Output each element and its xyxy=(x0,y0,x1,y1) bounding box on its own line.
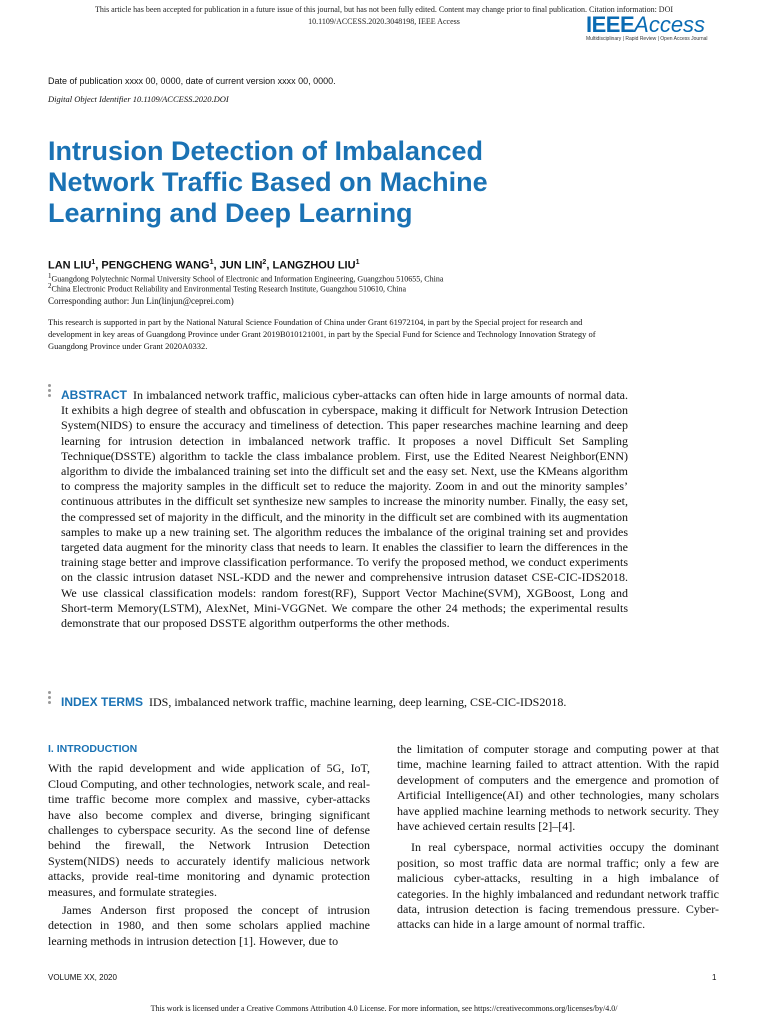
author-affiliation-mark: 1 xyxy=(355,259,360,266)
right-column xyxy=(397,742,719,933)
index-terms-dots-icon xyxy=(48,691,52,706)
abstract-dots-icon xyxy=(48,384,52,399)
affiliation-mark: 1 xyxy=(48,272,52,280)
index-terms-text: IDS, imbalanced network traffic, machine learning, deep learning, CSE-CIC-IDS2018. xyxy=(149,695,567,709)
index-terms-block xyxy=(61,695,628,710)
paragraph: James Anderson first proposed the concept of intrusion detection in 1980, and then some scholars applied machine learning methods in intrusion detection [1]. However, due to xyxy=(48,903,370,948)
paragraph: In real cyberspace, normal activities occupy the dominant position, so most traffic data are normal traffic; only a few are malicious cyber-attacks, resulting in a high imbalance of categories. In the highly imbalanced and redundant network traffic data, intrusion detection is facing tremendous pressure. Cyber-attacks can hide in a large amount of normal traffic. xyxy=(397,840,719,932)
abstract-label: ABSTRACT xyxy=(61,388,127,402)
author-affiliation-mark: 1 xyxy=(209,259,214,266)
abstract-text: In imbalanced network traffic, malicious cyber-attacks can often hide in large amounts of normal data. It exhibits a high degree of stealth and obfuscation in cyberspace, making it difficult for Network Intrusion Detection System(NIDS) to ensure the accuracy and timeliness of detection. This paper researches machine learning and deep learning for intrusion detection in imbalanced network traffic. It proposes a novel Difficult Set Sampling Technique(DSSTE) algorithm to tackle the class imbalance problem. First, use the Edited Nearest Neighbor(ENN) algorithm to divide the imbalanced training set into the difficult set and the easy set. Next, use the KMeans algorithm to compress the majority samples in the difficult set to reduce the majority. Zoom in and out the minority samples’ continuous attributes in the difficult set synthesize new samples to increase the minority number. Finally, the easy set, the compressed set of majority in the difficult, and the minority in the difficult set are combined with its augmentation samples to make up a new training set. The algorithm reduces the imbalance of the original training set and provides targeted data augment for the minority class that needs to learn. It enables the classifier to learn the differences in the training stage better and improve classification performance. To verify the proposed method, we conduct experiments on the classic intrusion dataset NSL-KDD and the newer and comprehensive intrusion dataset CSE-CIC-IDS2018. We use classical classification models: random forest(RF), Support Vector Machine(SVM), XGBoost, Long and Short-term Memory(LSTM), AlexNet, Mini-VGGNet. We compare the other 24 methods; the experimental results demonstrate that our proposed DSSTE algorithm outperforms the other methods. xyxy=(61,388,628,631)
funding-note: This research is supported in part by the National Natural Science Foundation of China under Grant 61972104, in part by the Special project for research and development in key areas of Guangdong Province under Grant 2019B010121001, in part by the Special Fund for Science and Technology Innovation Strategy of Guangdong Province under Grant 2020A0332. xyxy=(48,317,596,351)
author-list: LAN LIU$^1$, PENGCHENG WANG$^1$, JUN LIN$^2$, LANGZHOU LIU$^1$ xyxy=(48,259,360,272)
author-name: PENGCHENG WANG xyxy=(101,259,210,272)
section-heading: I. INTRODUCTION xyxy=(48,743,138,755)
author-name: LANGZHOU LIU xyxy=(272,259,356,272)
paragraph: With the rapid development and wide application of 5G, IoT, Cloud Computing, and other technologies, network scale, and real-time traffic become more complex and massive, cyber-attacks have also become complex and diverse, bringing significant challenges to cyberspace security. As the second line of defense behind the firewall, the Network Intrusion Detection System(NIDS) needs to accurately identify malicious network attacks, provide real-time monitoring and dynamic protection measures, and formulate strategies. xyxy=(48,761,370,899)
page-number: 1 xyxy=(712,973,717,982)
abstract-block xyxy=(61,388,628,631)
author-name: LAN LIU xyxy=(48,259,92,272)
index-terms-label: INDEX TERMS xyxy=(61,695,144,709)
logo-tagline: Multidisciplinary | Rapid Review | Open Access Journal xyxy=(586,36,708,42)
paragraph: the limitation of computer storage and computing power at that time, machine learning failed to attract attention. With the rapid development of computers and the emergence and promotion of Artificial Intelligence(AI) and other technologies, many scholars have applied machine learning methods to network security. They have achieved certain results [2]–[4]. xyxy=(397,742,719,834)
corresponding-author: Corresponding author: Jun Lin(linjun@ceprei.com) xyxy=(48,296,234,306)
left-column xyxy=(48,742,370,949)
paper-title: Intrusion Detection of Imbalanced Network Traffic Based on Machine Learning and Deep Learning xyxy=(48,136,488,228)
affiliation-mark: 2 xyxy=(48,282,52,290)
license-note: This work is licensed under a Creative Commons Attribution 4.0 License. For more information, see https://creativecommons.org/licenses/by/4.0/ xyxy=(150,1004,618,1013)
author-affiliation-mark: 2 xyxy=(262,259,267,266)
doi-line: Digital Object Identifier 10.1109/ACCESS.2020.DOI xyxy=(48,94,229,104)
author-name: JUN LIN xyxy=(219,259,263,272)
ieee-access-logo xyxy=(586,12,706,42)
publication-dates: Date of publication xxxx 00, 0000, date of current version xxxx 00, 0000. xyxy=(48,76,336,86)
logo-ieee: IEEE xyxy=(586,12,635,37)
affiliation-2 xyxy=(48,282,406,294)
logo-access: Access xyxy=(634,12,706,37)
affiliation-text: Guangdong Polytechnic Normal University School of Electronic and Information Engineering, Guangzhou 510655, China xyxy=(51,274,444,284)
banner-line-2: 10.1109/ACCESS.2020.3048198, IEEE Access xyxy=(308,17,460,26)
volume-label: VOLUME XX, 2020 xyxy=(48,973,117,982)
author-affiliation-mark: 1 xyxy=(91,259,96,266)
banner-line-1: This article has been accepted for publication in a future issue of this journal, but has not been fully edited. Content may change prior to final publication. Citation information: DOI xyxy=(94,5,674,14)
affiliation-text: China Electronic Product Reliability and Environmental Testing Research Institute, Guangzhou 510610, China xyxy=(51,284,407,294)
